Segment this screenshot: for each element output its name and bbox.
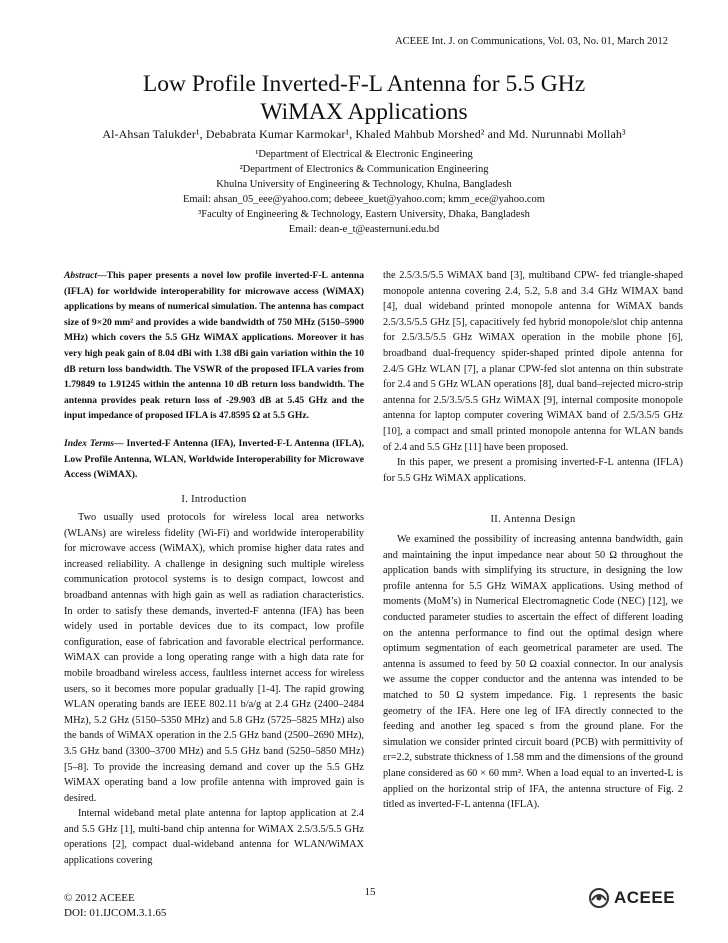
- affiliation-4: ³Faculty of Engineering & Technology, Eastern University, Dhaka, Bangladesh: [198, 209, 530, 220]
- antenna-design-body: [383, 532, 683, 813]
- paper-title: [0, 70, 728, 126]
- abstract-label: Abstract: [64, 270, 98, 281]
- title-line-2: WiMAX Applications: [260, 99, 468, 125]
- affiliation-1: ¹Department of Electrical & Electronic Engineering: [255, 149, 473, 160]
- abstract: [64, 268, 364, 424]
- introduction-body: [64, 510, 364, 869]
- affiliation-email-1: Email: ahsan_05_eee@yahoo.com; debeee_kuet@yahoo.com; kmm_ece@yahoo.com: [183, 194, 545, 205]
- related-work-paragraph: the 2.5/3.5/5.5 WiMAX band [3], multiband CPW- fed triangle-shaped monopole antenna covering 2.4, 5.2, 5.8 and 3.4 GHz WIMAX band [4], dual wideband printed monopole antenna for WiMAX bands 2.5/3.5/5.5 GHz [5], capacitively fed hybrid monopole/slot chip antenna for 2.5/3.5/5.5 GHz WiMAX operation in the mobile phone [6], broadband dual-frequency spider-shaped printed dipole antenna for 2.4/5 GHz WLAN [7], a planar CPW-fed slot antenna on thin substrate for 2.4 and 5 GHz WLAN operations [8], dual band–rejected micro-strip antenna for 2.5/3.5/5.5 GHz WiMAX [9], internal composite monopole antenna for laptop computer covering WiMAX band of 2.5/3.5/5 GHz [10], a compact and small printed monopole antenna for WLAN bands of 2.4 and 5.5 GHz [11] have been proposed.: [383, 270, 683, 453]
- intro-paragraph-2: Internal wideband metal plate antenna for laptop application at 2.4 and 5.5 GHz [1], multi-band chip antenna for WiMAX 2.5/3.5/5.5 GHz operations [2], compact dual-wideband antenna for WLAN/WiMAX applications covering: [64, 808, 364, 867]
- title-line-1: Low Profile Inverted-F-L Antenna for 5.5 GHz: [142, 71, 586, 97]
- antenna-design-paragraph: We examined the possibility of increasing antenna bandwidth, gain and maintaining the input impedance near about 50 Ω throughout the application bands with simplifying its structure, in designing the low profile antenna for 5.5 GHz WiMAX applications. Using method of moments (MoM’s) in Numerical Electromagnetic Code (NEC) [12], we conducted parameter studies to ascertain the effect of different loading on the antenna performance to find out the optimal design where optimum segmentation of each geometrical parameter are used. The antenna is assumed to feed by 50 Ω coaxial connector. In our analysis we assume the copper conductor and the antenna was intended to be matched to 50 Ω system impedance. Fig. 1 represents the basic geometry of the IFA. Here one leg of IFA directly connected to the feeding and another leg spaced s from the ground plane. For the simulation we consider printed circuit board (PCB) with permittivity of εr=2.2, substrate thickness of 1.58 mm and the dimensions of the ground plane considered as 60 × 60 mm². When a load equal to an inverted-L is applied on the horizontal strip of IFA, the antenna structure of Fig. 2 titled as inverted-F-L antenna (IFLA).: [383, 534, 683, 811]
- affiliation-2: ²Department of Electronics & Communication Engineering: [239, 164, 489, 175]
- affiliation-email-2: Email: dean-e_t@easternuni.edu.bd: [288, 224, 440, 235]
- abstract-text: —This paper presents a novel low profile inverted-F-L antenna (IFLA) for worldwide interoperability for microwave access (WiMAX) applications by means of numerical simulation. The antenna has compact size of 9×20 mm² and provides a wide bandwidth of 750 MHz (5150–5900 MHz) which covers the 5.5 GHz WiMAX applications. Moreover it has very high peak gain of 8.04 dBi with 1.38 dBi gain variation within the 10 dB return loss bandwidth. The VSWR of the proposed IFLA varies from 1.79849 to 1.91245 within the antenna 10 dB return loss bandwidth. The antenna provides peak return loss of -29.903 dB at 5.45 GHz and the input impedance of proposed IFLA is 47.8595 Ω at 5.5 GHz.: [64, 270, 364, 422]
- footer-info: [64, 891, 166, 921]
- author-list: Al-Ahsan Talukder¹, Debabrata Kumar Karmokar¹, Khaled Mahbub Morshed² and Md. Nurunnabi Mollah³: [102, 127, 626, 141]
- index-terms-label: Index Terms: [64, 438, 115, 449]
- contribution-paragraph: In this paper, we present a promising inverted-F-L antenna (IFLA) for 5.5 GHz WiMAX applications.: [383, 457, 683, 484]
- index-terms-text: — Inverted-F Antenna (IFA), Inverted-F-L Antenna (IFLA), Low Profile Antenna, WLAN, Worldwide Interoperability for Microwave Access (WiMAX).: [64, 438, 364, 481]
- section-heading-introduction: I. Introduction: [181, 494, 247, 505]
- logo-text: ACEEE: [614, 888, 676, 907]
- page-number: 15: [364, 886, 376, 898]
- section-heading-antenna-design: II. Antenna Design: [490, 514, 576, 525]
- index-terms: [64, 436, 364, 483]
- aceee-logo-icon: [586, 886, 612, 910]
- running-header: ACEEE Int. J. on Communications, Vol. 03, No. 01, March 2012: [395, 36, 668, 47]
- intro-paragraph-1: Two usually used protocols for wireless local area networks (WLANs) are wireless fidelity (Wi-Fi) and worldwide interoperability for microwave access (WiMAX), which promise higher data rates and increased reliability. A challenge in designing such multiple wireless communication protocol systems is to design compact, lowcost and broadband antennas with high gain as well as radiation characteristics. In order to satisfy these demands, inverted-F antenna (IFA) has been widely used in portable devices due to its compact, low profile configuration, ease of fabrication and favorable electrical performance. WiMAX can provide a long operating range with a high data rate for mobile broadband wireless access, faultless internet access for wireless users, so it becomes more popular gradually [1-4]. The rapid growing WLAN operating bands are IEEE 802.11 b/a/g at 2.4 GHz (2400–2484 MHz), 5.2 GHz (5150–5350 MHz) and 5.8 GHz (5725–5825 MHz) also the bands of WiMAX operation in the 2.5 GHz band (2500–2690 MHz), 3.5 GHz band (3300–3700 MHz) and 5.5 GHz band (5250–5850 MHz) [5–8]. To provide the increasing demand and cover up the 5.5 GHz WiMAX operating band a low profile antenna with improved gain is desired.: [64, 512, 364, 804]
- doi: DOI: 01.IJCOM.3.1.65: [64, 907, 167, 919]
- affiliation-3: Khulna University of Engineering & Technology, Khulna, Bangladesh: [216, 179, 512, 190]
- copyright: © 2012 ACEEE: [64, 892, 135, 904]
- aceee-logo: [586, 886, 676, 910]
- right-column-body: [383, 268, 683, 486]
